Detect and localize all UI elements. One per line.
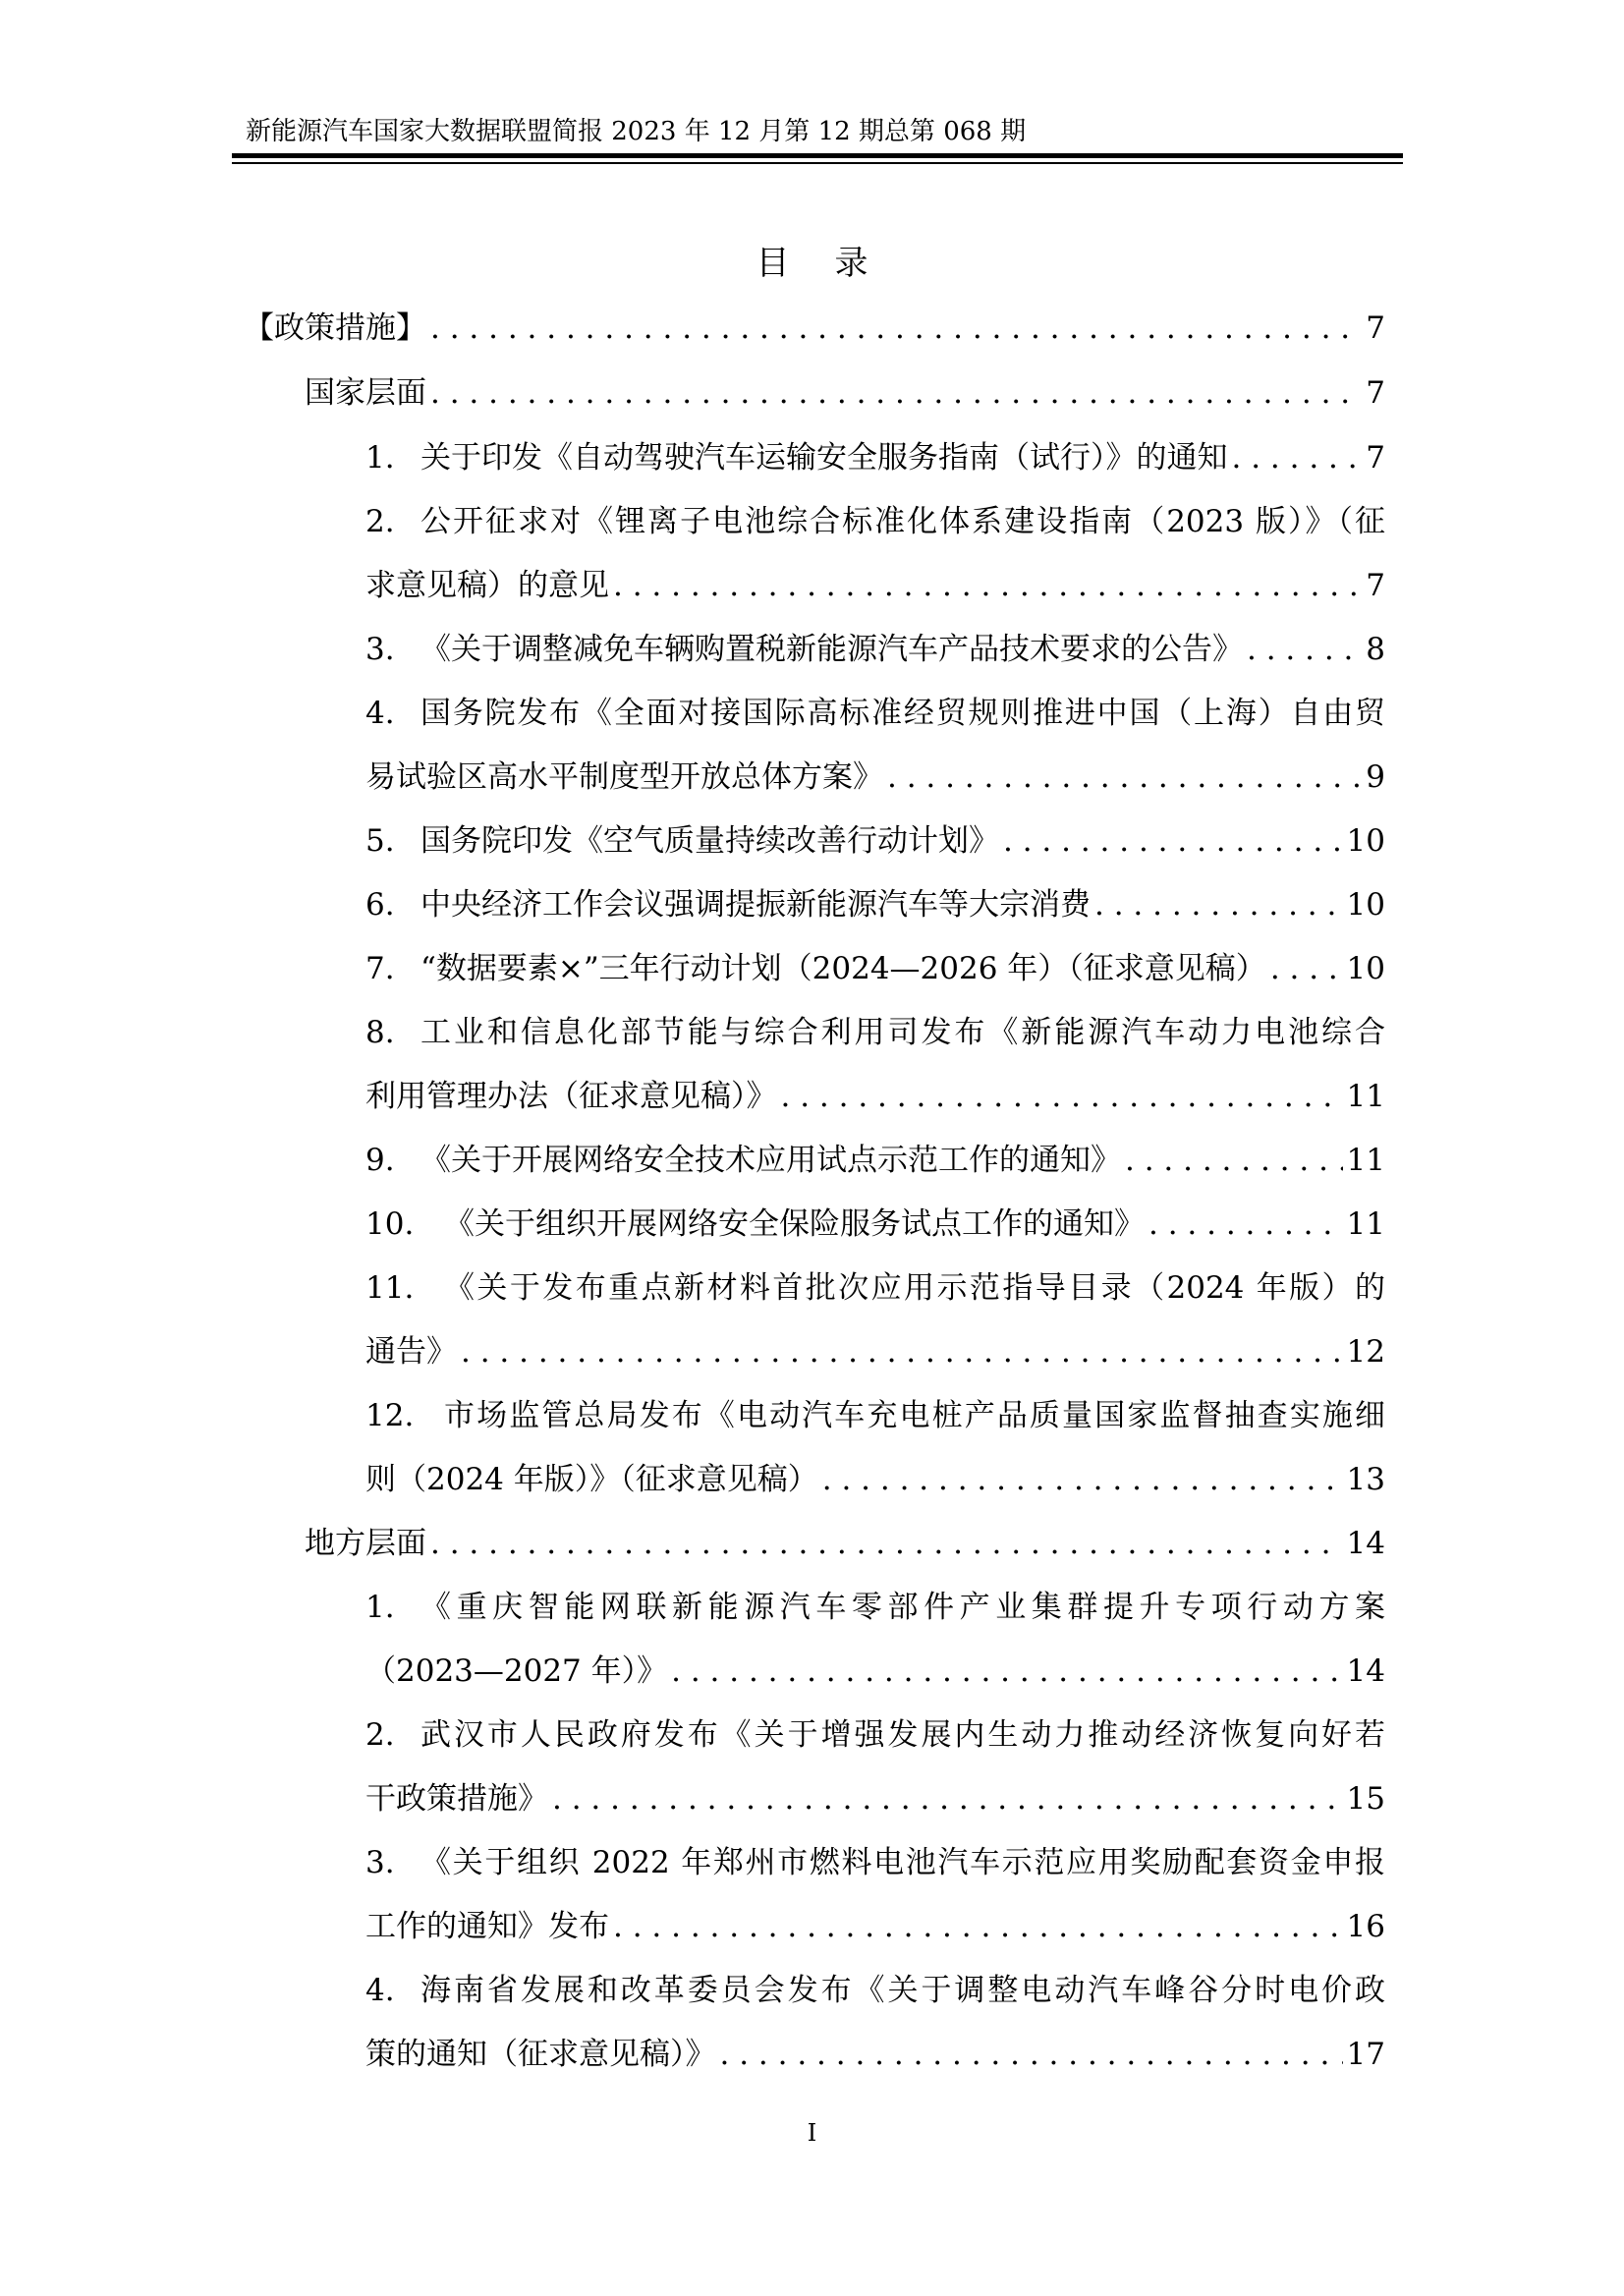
toc-item-title-line2: 易试验区高水平制度型开放总体方案》 (365, 759, 883, 795)
toc-page-number: 7 (1366, 568, 1385, 603)
toc-item-title-line1: 工业和信息化部节能与综合利用司发布《新能源汽车动力电池综合 (420, 1015, 1385, 1050)
dot-leader (613, 566, 1362, 605)
toc-page-number: 10 (1346, 823, 1385, 859)
toc-subsection-national[interactable] (305, 373, 1385, 413)
dot-leader (720, 2035, 1343, 2074)
toc-item-title-line1: 中央经济工作会议强调提振新能源汽车等大宗消费 (420, 887, 1091, 923)
toc-item-title-line2: 求意见稿）的意见 (365, 568, 609, 603)
dot-leader (781, 1077, 1343, 1116)
toc-item-title-line1: 海南省发展和改革委员会发布《关于调整电动汽车峰谷分时电价政 (420, 1973, 1385, 2008)
toc-item-title-line2: 干政策措施》 (365, 1781, 548, 1817)
toc-item-number: 1. (365, 1590, 395, 1625)
toc-entry-label: 地方层面 (305, 1526, 426, 1561)
dot-leader (430, 373, 1362, 413)
toc-item-local-2[interactable] (365, 1715, 1385, 1817)
toc-item-title-line2: 利用管理办法（征求意见稿）》 (365, 1079, 777, 1114)
toc-item-title-line1: 市场监管总局发布《电动汽车充电桩产品质量国家监督抽查实施细 (444, 1398, 1385, 1433)
dot-leader (1003, 821, 1343, 861)
toc-page-number: 17 (1346, 2037, 1385, 2072)
toc-page-number: 14 (1346, 1526, 1385, 1561)
toc-page-number: 16 (1346, 1909, 1385, 1944)
dot-leader (430, 308, 1362, 348)
toc-item-number: 8. (365, 1015, 395, 1050)
toc-page-number: 7 (1366, 440, 1385, 476)
toc-item-title-line2: （2023—2027 年）》 (365, 1653, 668, 1689)
toc-item-number: 2. (365, 1717, 395, 1753)
toc-item-number: 3. (365, 1845, 395, 1880)
dot-leader (430, 1524, 1343, 1563)
dot-leader (822, 1460, 1343, 1499)
toc-item-title-line2: 则（2024 年版）》（征求意见稿） (365, 1462, 818, 1497)
toc-item-national-9[interactable] (365, 1141, 1385, 1180)
dot-leader (1232, 438, 1363, 477)
toc-item-title-line2: 工作的通知》发布 (365, 1909, 609, 1944)
toc-page-number: 7 (1366, 375, 1385, 411)
toc-item-title-line1: 《关于开展网络安全技术应用试点示范工作的通知》 (420, 1143, 1121, 1178)
toc-page-number: 11 (1346, 1206, 1385, 1242)
dot-leader (1094, 885, 1343, 924)
header-rule-thin (232, 162, 1403, 164)
dot-leader (613, 1907, 1343, 1946)
toc-item-title-line1: 《关于发布重点新材料首批次应用示范指导目录（2024 年版）的 (444, 1270, 1385, 1306)
dot-leader (552, 1779, 1343, 1819)
dot-leader (1148, 1204, 1343, 1244)
toc-page-number: 9 (1366, 759, 1385, 795)
toc-page-number: 7 (1366, 310, 1385, 346)
toc-item-title-line1: 《关于组织 2022 年郑州市燃料电池汽车示范应用奖励配套资金申报 (420, 1845, 1385, 1880)
toc-item-national-3[interactable] (365, 630, 1385, 669)
toc-item-national-7[interactable] (365, 949, 1385, 988)
toc-item-title-line1: 国务院发布《全面对接国际高标准经贸规则推进中国（上海）自由贸 (420, 696, 1385, 731)
dot-leader (887, 757, 1362, 797)
toc-item-number: 7. (365, 951, 395, 986)
toc-entry-label: 【政策措施】 (244, 310, 426, 346)
toc-item-local-4[interactable] (365, 1971, 1385, 2072)
toc-item-number: 11. (365, 1270, 415, 1306)
toc-item-number: 12. (365, 1398, 415, 1433)
toc-item-national-2[interactable] (365, 502, 1385, 603)
toc-item-national-10[interactable] (365, 1204, 1385, 1244)
toc-item-number: 6. (365, 887, 395, 923)
toc-page-number: 15 (1346, 1781, 1385, 1817)
toc-item-title-line1: “数据要素×”三年行动计划（2024—2026 年）（征求意见稿） (420, 951, 1266, 986)
toc-item-title-line1: 公开征求对《锂离子电池综合标准化体系建设指南（2023 版）》（征 (420, 504, 1385, 539)
header-rule-thick (232, 153, 1403, 158)
toc-item-national-6[interactable] (365, 885, 1385, 924)
toc-item-local-3[interactable] (365, 1843, 1385, 1944)
toc-page-number: 10 (1346, 951, 1385, 986)
toc-section-policy[interactable] (244, 308, 1385, 348)
page-number-footer: I (807, 2119, 817, 2147)
toc-item-number: 4. (365, 696, 395, 731)
toc-item-number: 3. (365, 632, 395, 667)
toc-item-title-line2: 策的通知（征求意见稿）》 (365, 2037, 716, 2072)
toc-item-national-12[interactable] (365, 1396, 1385, 1497)
toc-item-national-4[interactable] (365, 694, 1385, 795)
toc-item-title-line1: 武汉市人民政府发布《关于增强发展内生动力推动经济恢复向好若 (420, 1717, 1385, 1753)
toc-item-number: 1. (365, 440, 395, 476)
toc-page-number: 12 (1346, 1334, 1385, 1370)
toc-item-number: 4. (365, 1973, 395, 2008)
toc-page-number: 11 (1346, 1079, 1385, 1114)
toc-page-number: 10 (1346, 887, 1385, 923)
toc-subsection-local[interactable] (305, 1524, 1385, 1563)
toc-page-number: 13 (1346, 1462, 1385, 1497)
toc-title: 目录 (756, 244, 914, 283)
toc-page-number: 11 (1346, 1143, 1385, 1178)
toc-item-number: 5. (365, 823, 395, 859)
toc-item-national-1[interactable] (365, 438, 1385, 477)
toc-item-number: 2. (365, 504, 395, 539)
toc-item-local-1[interactable] (365, 1588, 1385, 1689)
toc-item-national-5[interactable] (365, 821, 1385, 861)
toc-item-national-8[interactable] (365, 1013, 1385, 1114)
toc-page-number: 14 (1346, 1653, 1385, 1689)
dot-leader (1125, 1141, 1343, 1180)
dot-leader (461, 1332, 1343, 1372)
toc-page-number: 8 (1366, 632, 1385, 667)
dot-leader (671, 1652, 1342, 1691)
toc-item-title-line1: 《重庆智能网联新能源汽车零部件产业集群提升专项行动方案 (420, 1590, 1385, 1625)
toc-item-national-11[interactable] (365, 1268, 1385, 1370)
toc-item-title-line1: 《关于组织开展网络安全保险服务试点工作的通知》 (444, 1206, 1145, 1242)
running-header: 新能源汽车国家大数据联盟简报 2023 年 12 月第 12 期总第 068 期 (246, 117, 1027, 146)
toc-item-title-line2: 通告》 (365, 1334, 457, 1370)
toc-entry-label: 国家层面 (305, 375, 426, 411)
toc-item-title-line1: 《关于调整减免车辆购置税新能源汽车产品技术要求的公告》 (420, 632, 1243, 667)
toc-item-number: 10. (365, 1206, 415, 1242)
dot-leader (1270, 949, 1343, 988)
dot-leader (1247, 630, 1362, 669)
toc-item-number: 9. (365, 1143, 395, 1178)
toc-item-title-line1: 国务院印发《空气质量持续改善行动计划》 (420, 823, 999, 859)
toc-item-title-line1: 关于印发《自动驾驶汽车运输安全服务指南（试行）》的通知 (420, 440, 1228, 476)
